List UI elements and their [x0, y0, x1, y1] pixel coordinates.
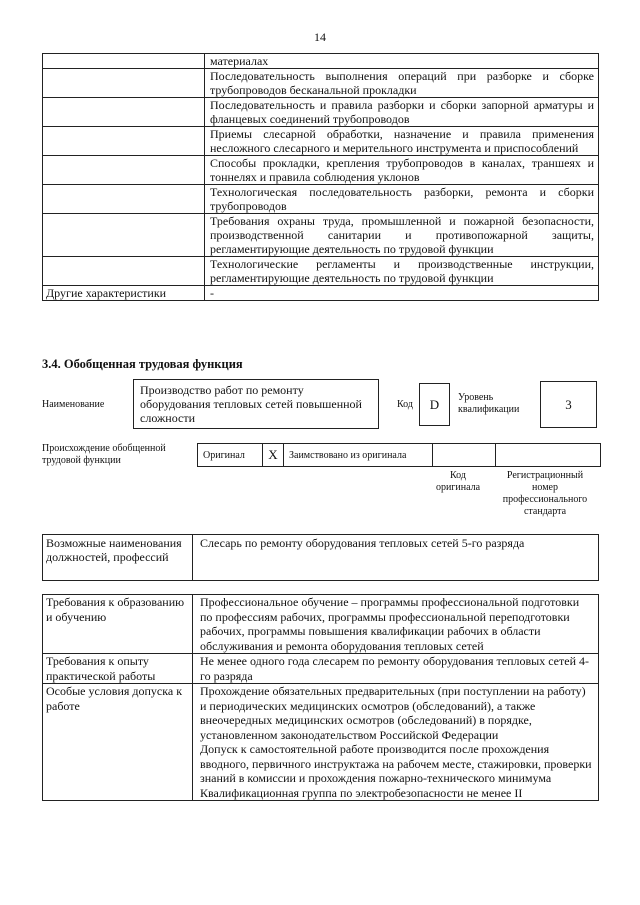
- level-value-box: 3: [540, 381, 597, 428]
- requirement-value: [193, 595, 599, 654]
- table-row: [43, 54, 599, 69]
- code-original-caption: Код оригинала: [435, 470, 481, 493]
- knowledge-table: [42, 53, 599, 301]
- table-row: [43, 98, 599, 127]
- origin-borrowed-cell: Заимствовано из оригинала: [284, 444, 433, 467]
- positions-label: Возможные наименования должностей, профессий: [43, 535, 193, 581]
- table-row: [43, 185, 599, 214]
- requirement-label: Требования к опыту практической работы: [43, 654, 193, 684]
- row-value: Последовательность и правила разборки и сборки запорной арматуры и фланцевых соединений трубопроводов: [205, 98, 599, 127]
- row-value: Способы прокладки, крепления трубопроводов в каналах, траншеях и тоннелях и правила соблюдения уклонов: [205, 156, 599, 185]
- requirement-value: [193, 654, 599, 684]
- requirement-line: Прохождение обязательных предварительных (при поступлении на работу) и периодических медицинских осмотров (обследований), а также внеочередных медицинских осмотров (обследований) в порядке, установленном законодательством Российской Федерации: [200, 684, 586, 742]
- reg-number-caption: Регистрационный номер профессионального стандарта: [502, 470, 588, 517]
- row-label: [43, 69, 205, 98]
- row-label: Другие характеристики: [43, 286, 205, 301]
- origin-reg-number-cell: [496, 444, 601, 467]
- row-label: [43, 156, 205, 185]
- requirement-row: [43, 684, 599, 801]
- table-row: [43, 257, 599, 286]
- table-row: [43, 69, 599, 98]
- requirement-line: Квалификационная группа по электробезопасности не менее II: [200, 785, 523, 800]
- origin-mark-cell: X: [263, 444, 284, 467]
- requirement-line: Не менее одного года слесарем по ремонту оборудования тепловых сетей 4-го разряда: [200, 654, 589, 683]
- requirement-row: [43, 654, 599, 684]
- requirements-table: [42, 594, 599, 801]
- code-value-box: D: [419, 383, 450, 426]
- origin-label: Происхождение обобщенной трудовой функции: [42, 443, 166, 466]
- requirement-row: [43, 595, 599, 654]
- table-row: [43, 214, 599, 257]
- row-label: [43, 98, 205, 127]
- row-value: Технологические регламенты и производственные инструкции, регламентирующие деятельность по трудовой функции: [205, 257, 599, 286]
- origin-original-cell: Оригинал: [198, 444, 263, 467]
- positions-table: [42, 534, 599, 581]
- origin-code-cell: [433, 444, 496, 467]
- function-name-box: Производство работ по ремонту оборудования тепловых сетей повышенной сложности: [133, 379, 379, 429]
- requirement-line: Профессиональное обучение – программы профессиональной подготовки по профессиям рабочих, программы профессиональной переподготовки рабочих, программы повышения квалификации рабочих в области обслуживания и ремонта оборудования тепловых сетей: [200, 595, 580, 653]
- name-label: Наименование: [42, 399, 105, 410]
- table-row: [43, 127, 599, 156]
- origin-table: [197, 443, 601, 467]
- code-label: Код: [397, 399, 413, 410]
- row-label: [43, 257, 205, 286]
- section-heading: 3.4. Обобщенная трудовая функция: [42, 357, 243, 371]
- requirement-label: Особые условия допуска к работе: [43, 684, 193, 801]
- row-value: Последовательность выполнения операций при разборке и сборке трубопроводов бесканальной прокладки: [205, 69, 599, 98]
- row-value: Приемы слесарной обработки, назначение и правила применения несложного слесарного и мерительного инструмента и приспособлений: [205, 127, 599, 156]
- row-value: материалах: [205, 54, 599, 69]
- requirement-label: Требования к образованию и обучению: [43, 595, 193, 654]
- table-row: [43, 286, 599, 301]
- row-label: [43, 127, 205, 156]
- row-label: [43, 54, 205, 69]
- requirement-value: [193, 684, 599, 801]
- requirement-line: Допуск к самостоятельной работе производится после прохождения вводного, первичного инструктажа на рабочем месте, стажировки, проверки знаний в комиссии и прохождения пожарно-технического минимума: [200, 742, 592, 785]
- row-value: Требования охраны труда, промышленной и пожарной безопасности, производственной санитарии и противопожарной защиты, регламентирующие деятельность по трудовой функции: [205, 214, 599, 257]
- row-label: [43, 214, 205, 257]
- level-label: Уровень квалификации: [458, 392, 520, 415]
- page-number: 14: [314, 30, 326, 44]
- row-value: Технологическая последовательность разборки, ремонта и сборки трубопроводов: [205, 185, 599, 214]
- row-value: -: [205, 286, 599, 301]
- positions-value: Слесарь по ремонту оборудования тепловых сетей 5-го разряда: [193, 535, 599, 581]
- row-label: [43, 185, 205, 214]
- table-row: [43, 156, 599, 185]
